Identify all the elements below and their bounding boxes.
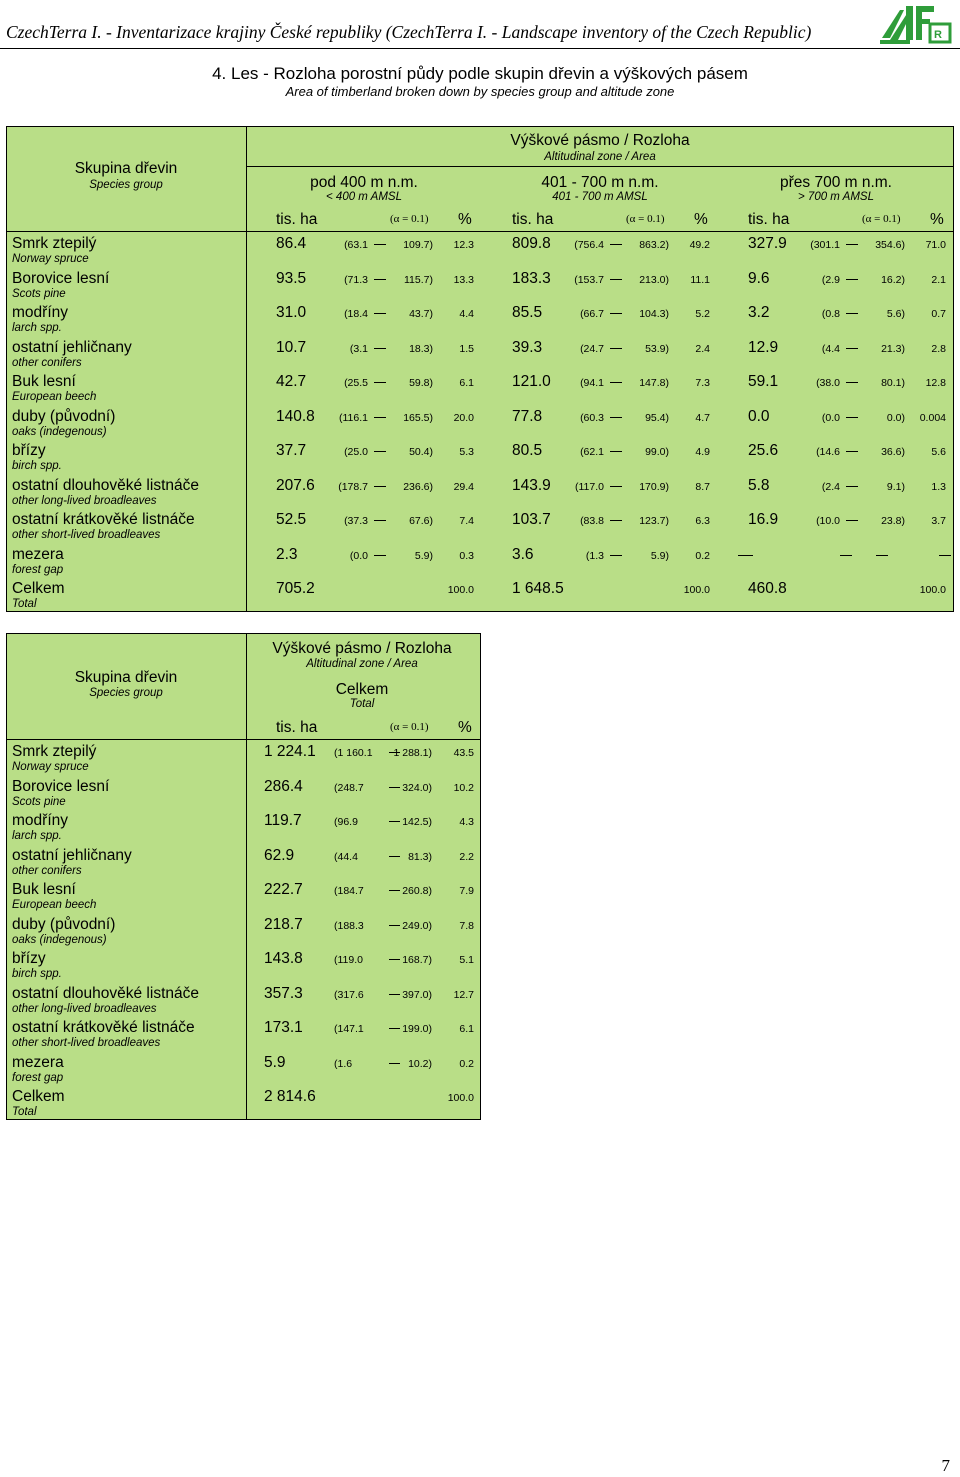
ci-lower: (24.7 <box>580 342 604 355</box>
altitudinal-zone-label-en: Altitudinal zone / Area <box>544 151 656 163</box>
area-value: 460.8 <box>748 580 787 597</box>
ci-lower: (0.8 <box>821 308 840 320</box>
unit-label: tis. ha <box>512 211 554 228</box>
ci-lower: (317.6 <box>334 988 364 1001</box>
species-name-en: larch spp. <box>12 830 62 842</box>
species-name-en: other short-lived broadleaves <box>12 1037 161 1049</box>
total-zone-label-en: Total <box>349 698 375 710</box>
ci-upper: 249.0) <box>402 919 432 932</box>
species-name: břízy <box>12 442 46 459</box>
pct-value: 6.1 <box>459 377 474 389</box>
ci-lower: (1.3 <box>585 549 604 562</box>
pct-value: 4.7 <box>695 411 710 424</box>
zone-1-label-en: < 400 m AMSL <box>326 191 402 203</box>
species-group-label-en: Species group <box>89 179 163 191</box>
ci-lower: (117.0 <box>575 480 604 493</box>
running-header: CzechTerra I. - Inventarizace krajiny České republiky (CzechTerra I. - Landscape inventory of the Czech Republic) <box>6 22 812 42</box>
pct-value: 0.3 <box>459 549 474 562</box>
area-value: 3.6 <box>512 545 534 563</box>
ci-upper: 142.5) <box>402 816 432 828</box>
species-name: Buk lesní <box>12 373 76 390</box>
area-value: 59.1 <box>748 373 779 390</box>
ci-lower: (119.0 <box>334 954 363 966</box>
species-name: duby (původní) <box>12 915 116 933</box>
ci-lower: (25.0 <box>344 446 368 458</box>
ci-upper: 5.9) <box>414 549 433 562</box>
altitudinal-zone-label: Výškové pásmo / Rozloha <box>510 132 690 149</box>
ci-lower: (188.3 <box>334 919 364 932</box>
svg-text:R: R <box>934 29 942 41</box>
species-name: ostatní dlouhověké listnáče <box>12 476 199 494</box>
ci-lower: (62.1 <box>580 446 604 458</box>
area-value: 222.7 <box>264 881 303 898</box>
pct-value: 12.3 <box>453 239 474 251</box>
ci-lower: (0.0 <box>821 411 840 424</box>
ci-lower: (83.8 <box>580 515 604 527</box>
dash-separator <box>876 555 888 556</box>
ci-lower: (18.4 <box>344 308 368 320</box>
ci-upper: 5.6) <box>886 308 905 320</box>
ci-upper: 99.0) <box>645 446 669 458</box>
species-name-en: other short-lived broadleaves <box>12 529 161 541</box>
ci-lower: (44.4 <box>334 850 358 863</box>
species-name: ostatní jehličnany <box>12 338 132 356</box>
area-value: 809.8 <box>512 235 551 252</box>
ci-upper: 199.0) <box>402 1023 432 1035</box>
area-value: 10.7 <box>276 338 307 356</box>
pct-value: 7.4 <box>459 515 474 527</box>
ci-upper: 168.7) <box>402 954 432 966</box>
area-value: 80.5 <box>512 442 543 459</box>
pct-value: 6.3 <box>695 515 710 527</box>
pct-value: 7.8 <box>459 919 474 932</box>
area-value: 52.5 <box>276 511 307 528</box>
unit-label: tis. ha <box>748 211 790 228</box>
species-name: modříny <box>12 812 68 829</box>
area-value: 2.3 <box>276 545 298 563</box>
pct-value: 4.9 <box>695 446 710 458</box>
area-value: 140.8 <box>276 407 315 425</box>
ci-upper: 213.0) <box>639 273 669 286</box>
area-value: 16.9 <box>748 511 779 528</box>
ci-lower: (2.9 <box>821 273 840 286</box>
area-value: 173.1 <box>264 1019 303 1036</box>
pct-value: 20.0 <box>453 411 474 424</box>
species-name: ostatní jehličnany <box>12 846 132 864</box>
area-value: 85.5 <box>512 304 543 321</box>
ci-upper: 863.2) <box>639 239 669 251</box>
area-value: 3.2 <box>748 304 770 321</box>
ci-lower: (14.6 <box>816 446 840 458</box>
species-name: Borovice lesní <box>12 777 110 795</box>
species-name: Buk lesní <box>12 881 76 898</box>
ci-lower: (60.3 <box>580 411 604 424</box>
ci-lower: (1 160.1 <box>334 747 373 759</box>
ci-lower: (38.0 <box>816 377 840 389</box>
ci-lower: (153.7 <box>574 273 604 286</box>
area-value: 0.0 <box>748 407 770 425</box>
area-value: 62.9 <box>264 846 295 864</box>
pct-value: 12.7 <box>453 988 474 1001</box>
species-name: mezera <box>12 1053 64 1071</box>
ci-lower: (756.4 <box>574 239 604 251</box>
area-value: 121.0 <box>512 373 551 390</box>
pct-value: 0.2 <box>695 549 710 562</box>
species-name: duby (původní) <box>12 407 116 425</box>
unit-label: tis. ha <box>276 211 318 228</box>
zone-3-label: přes 700 m n.m. <box>780 174 892 191</box>
area-value: 2 814.6 <box>264 1088 316 1105</box>
ci-upper: 109.7) <box>403 239 433 251</box>
ci-lower: (63.1 <box>344 239 368 251</box>
species-name-en: European beech <box>12 899 97 911</box>
ci-upper: 21.3) <box>881 342 905 355</box>
ci-upper: 324.0) <box>402 781 432 794</box>
pct-label: % <box>694 211 708 228</box>
ci-upper: 1 288.1) <box>393 747 432 759</box>
species-name-en: birch spp. <box>12 460 62 472</box>
species-name: břízy <box>12 950 46 967</box>
species-name-en: birch spp. <box>12 968 62 980</box>
zone-2-label-en: 401 - 700 m AMSL <box>552 191 648 203</box>
area-value: 286.4 <box>264 777 303 795</box>
altitudinal-zone-label: Výškové pásmo / Rozloha <box>272 640 452 657</box>
header-rule <box>0 48 960 49</box>
species-name: Celkem <box>12 580 65 597</box>
pct-value: 2.4 <box>695 342 710 355</box>
area-value: 93.5 <box>276 269 307 287</box>
ci-upper: 5.9) <box>650 549 669 562</box>
species-group-label: Skupina dřevin <box>74 160 178 177</box>
pct-value: 43.5 <box>453 747 474 759</box>
species-name-en: European beech <box>12 391 97 403</box>
pct-value: 10.2 <box>453 781 474 794</box>
dash-separator <box>939 555 951 556</box>
pct-value: 12.8 <box>925 377 946 389</box>
pct-value: 0.004 <box>919 411 946 424</box>
pct-value: 49.2 <box>689 239 710 251</box>
zone-1-label: pod 400 m n.m. <box>310 174 418 191</box>
area-value: 12.9 <box>748 338 779 356</box>
alpha-label: (α = 0.1) <box>390 721 429 733</box>
species-name-en: forest gap <box>12 1071 64 1084</box>
ci-upper: 147.8) <box>639 377 669 389</box>
area-value: 77.8 <box>512 407 543 425</box>
page-number: 7 <box>941 1456 950 1475</box>
area-value: 86.4 <box>276 235 307 252</box>
ci-upper: 397.0) <box>402 988 432 1001</box>
area-value: 1 648.5 <box>512 580 564 597</box>
ci-upper: 260.8) <box>402 885 432 897</box>
ci-upper: 165.5) <box>403 411 433 424</box>
unit-label: tis. ha <box>276 719 318 736</box>
area-value: 327.9 <box>748 235 787 252</box>
pct-value: 100.0 <box>919 584 946 596</box>
altitudinal-zone-label-en: Altitudinal zone / Area <box>306 658 418 670</box>
area-value: 42.7 <box>276 373 307 390</box>
species-name-en: oaks (indegenous) <box>12 933 107 946</box>
pct-value: 8.7 <box>695 480 710 493</box>
species-name: Celkem <box>12 1088 65 1105</box>
pct-label: % <box>930 211 944 228</box>
species-name-en: other conifers <box>12 356 82 369</box>
ci-upper: 53.9) <box>645 342 669 355</box>
ci-upper: 50.4) <box>409 446 433 458</box>
species-name: mezera <box>12 545 64 563</box>
alpha-label: (α = 0.1) <box>626 213 665 225</box>
species-name-en: other long-lived broadleaves <box>12 494 157 507</box>
ci-upper: 104.3) <box>639 308 669 320</box>
area-value: 31.0 <box>276 304 307 321</box>
area-value: 705.2 <box>276 580 315 597</box>
dash-separator <box>738 555 753 556</box>
ci-lower: (116.1 <box>339 411 368 424</box>
ci-upper: 170.9) <box>639 480 669 493</box>
alpha-label: (α = 0.1) <box>390 213 429 225</box>
species-group-label: Skupina dřevin <box>74 669 178 686</box>
ci-lower: (66.7 <box>580 308 604 320</box>
pct-value: 0.7 <box>931 308 946 320</box>
pct-value: 29.4 <box>453 480 474 493</box>
ci-lower: (96.9 <box>334 816 358 828</box>
ci-lower: (37.3 <box>344 515 368 527</box>
ci-upper: 123.7) <box>639 515 669 527</box>
area-value: 1 224.1 <box>264 743 316 760</box>
area-value: 143.9 <box>512 476 551 494</box>
ci-upper: 80.1) <box>881 377 905 389</box>
ci-lower: (2.4 <box>821 480 840 493</box>
species-name-en: Total <box>12 1106 37 1118</box>
pct-value: 2.8 <box>931 342 946 355</box>
ci-upper: 59.8) <box>409 377 433 389</box>
ci-upper: 16.2) <box>881 273 905 286</box>
pct-value: 5.2 <box>695 308 710 320</box>
species-name-en: larch spp. <box>12 322 62 334</box>
species-name: Borovice lesní <box>12 269 110 287</box>
pct-value: 100.0 <box>447 1092 474 1104</box>
area-value: 39.3 <box>512 338 543 356</box>
ci-lower: (147.1 <box>334 1023 364 1035</box>
pct-value: 11.1 <box>690 273 710 286</box>
species-name-en: other long-lived broadleaves <box>12 1002 157 1015</box>
zone-3-label-en: > 700 m AMSL <box>798 191 874 203</box>
area-value: 37.7 <box>276 442 307 459</box>
ci-lower: (184.7 <box>334 885 364 897</box>
species-name: ostatní dlouhověké listnáče <box>12 984 199 1002</box>
ci-lower: (178.7 <box>338 480 368 493</box>
page-subtitle: Area of timberland broken down by species group and altitude zone <box>285 84 675 99</box>
pct-value: 100.0 <box>447 584 474 596</box>
area-value: 218.7 <box>264 915 303 933</box>
pct-value: 100.0 <box>683 584 710 596</box>
area-value: 5.8 <box>748 476 770 494</box>
species-name: Smrk ztepilý <box>12 235 97 252</box>
alpha-label: (α = 0.1) <box>862 213 901 225</box>
pct-value: 0.2 <box>459 1057 474 1070</box>
species-name: Smrk ztepilý <box>12 743 97 760</box>
pct-value: 1.5 <box>459 342 474 355</box>
ci-lower: (10.0 <box>816 515 840 527</box>
pct-value: 71.0 <box>925 239 946 251</box>
species-name: ostatní krátkověké listnáče <box>12 1019 195 1036</box>
pct-value: 13.3 <box>453 273 474 286</box>
area-value: 9.6 <box>748 269 770 287</box>
ci-upper: 18.3) <box>409 342 433 355</box>
ci-upper: 115.7) <box>404 273 433 286</box>
area-value: 25.6 <box>748 442 779 459</box>
ci-upper: 43.7) <box>409 308 433 320</box>
species-name-en: oaks (indegenous) <box>12 425 107 438</box>
species-name: ostatní krátkověké listnáče <box>12 511 195 528</box>
ci-lower: (4.4 <box>821 342 840 355</box>
ci-lower: (248.7 <box>334 781 364 794</box>
ci-upper: 36.6) <box>881 446 905 458</box>
ci-upper: 10.2) <box>408 1057 432 1070</box>
ci-upper: 236.6) <box>403 480 433 493</box>
dash-separator <box>840 555 852 556</box>
ci-upper: 0.0) <box>886 411 905 424</box>
pct-value: 5.6 <box>931 446 946 458</box>
species-name-en: Total <box>12 598 37 610</box>
ci-lower: (3.1 <box>349 342 368 355</box>
pct-label: % <box>458 719 472 736</box>
ci-lower: (71.3 <box>344 273 368 286</box>
area-value: 119.7 <box>264 812 302 829</box>
area-value: 207.6 <box>276 476 315 494</box>
ci-lower: (94.1 <box>580 377 604 389</box>
ci-upper: 95.4) <box>645 411 669 424</box>
ifer-logo <box>878 2 954 46</box>
pct-value: 2.1 <box>931 273 946 286</box>
species-name-en: other conifers <box>12 864 82 877</box>
area-value: 357.3 <box>264 984 303 1002</box>
pct-value: 4.4 <box>459 308 474 320</box>
area-value: 5.9 <box>264 1053 286 1071</box>
pct-value: 6.1 <box>459 1023 474 1035</box>
species-name-en: Scots pine <box>12 795 66 808</box>
ci-upper: 23.8) <box>881 515 905 527</box>
species-name-en: Scots pine <box>12 287 66 300</box>
ci-lower: (301.1 <box>810 239 840 251</box>
pct-label: % <box>458 211 472 228</box>
pct-value: 3.7 <box>931 515 946 527</box>
species-name: modříny <box>12 304 68 321</box>
page-title: 4. Les - Rozloha porostní půdy podle skupin dřevin a výškových pásem <box>212 64 748 83</box>
ci-upper: 9.1) <box>886 480 905 493</box>
area-value: 143.8 <box>264 950 303 967</box>
pct-value: 7.3 <box>695 377 710 389</box>
ci-lower: (25.5 <box>344 377 368 389</box>
total-zone-label: Celkem <box>335 681 389 698</box>
ci-lower: (0.0 <box>349 549 368 562</box>
species-name-en: forest gap <box>12 563 64 576</box>
area-value: 183.3 <box>512 269 551 287</box>
zone-2-label: 401 - 700 m n.m. <box>541 174 659 191</box>
area-value: 103.7 <box>512 511 551 528</box>
species-name-en: Norway spruce <box>12 253 89 265</box>
ci-upper: 81.3) <box>408 850 432 863</box>
species-name-en: Norway spruce <box>12 761 89 773</box>
pct-value: 2.2 <box>459 850 474 863</box>
pct-value: 4.3 <box>459 816 474 828</box>
pct-value: 5.1 <box>459 954 474 966</box>
species-group-label-en: Species group <box>89 687 163 699</box>
ci-upper: 354.6) <box>875 239 905 251</box>
pct-value: 1.3 <box>931 480 946 493</box>
ci-lower: (1.6 <box>334 1057 353 1070</box>
ci-upper: 67.6) <box>409 515 433 527</box>
pct-value: 5.3 <box>459 446 474 458</box>
pct-value: 7.9 <box>459 885 474 897</box>
